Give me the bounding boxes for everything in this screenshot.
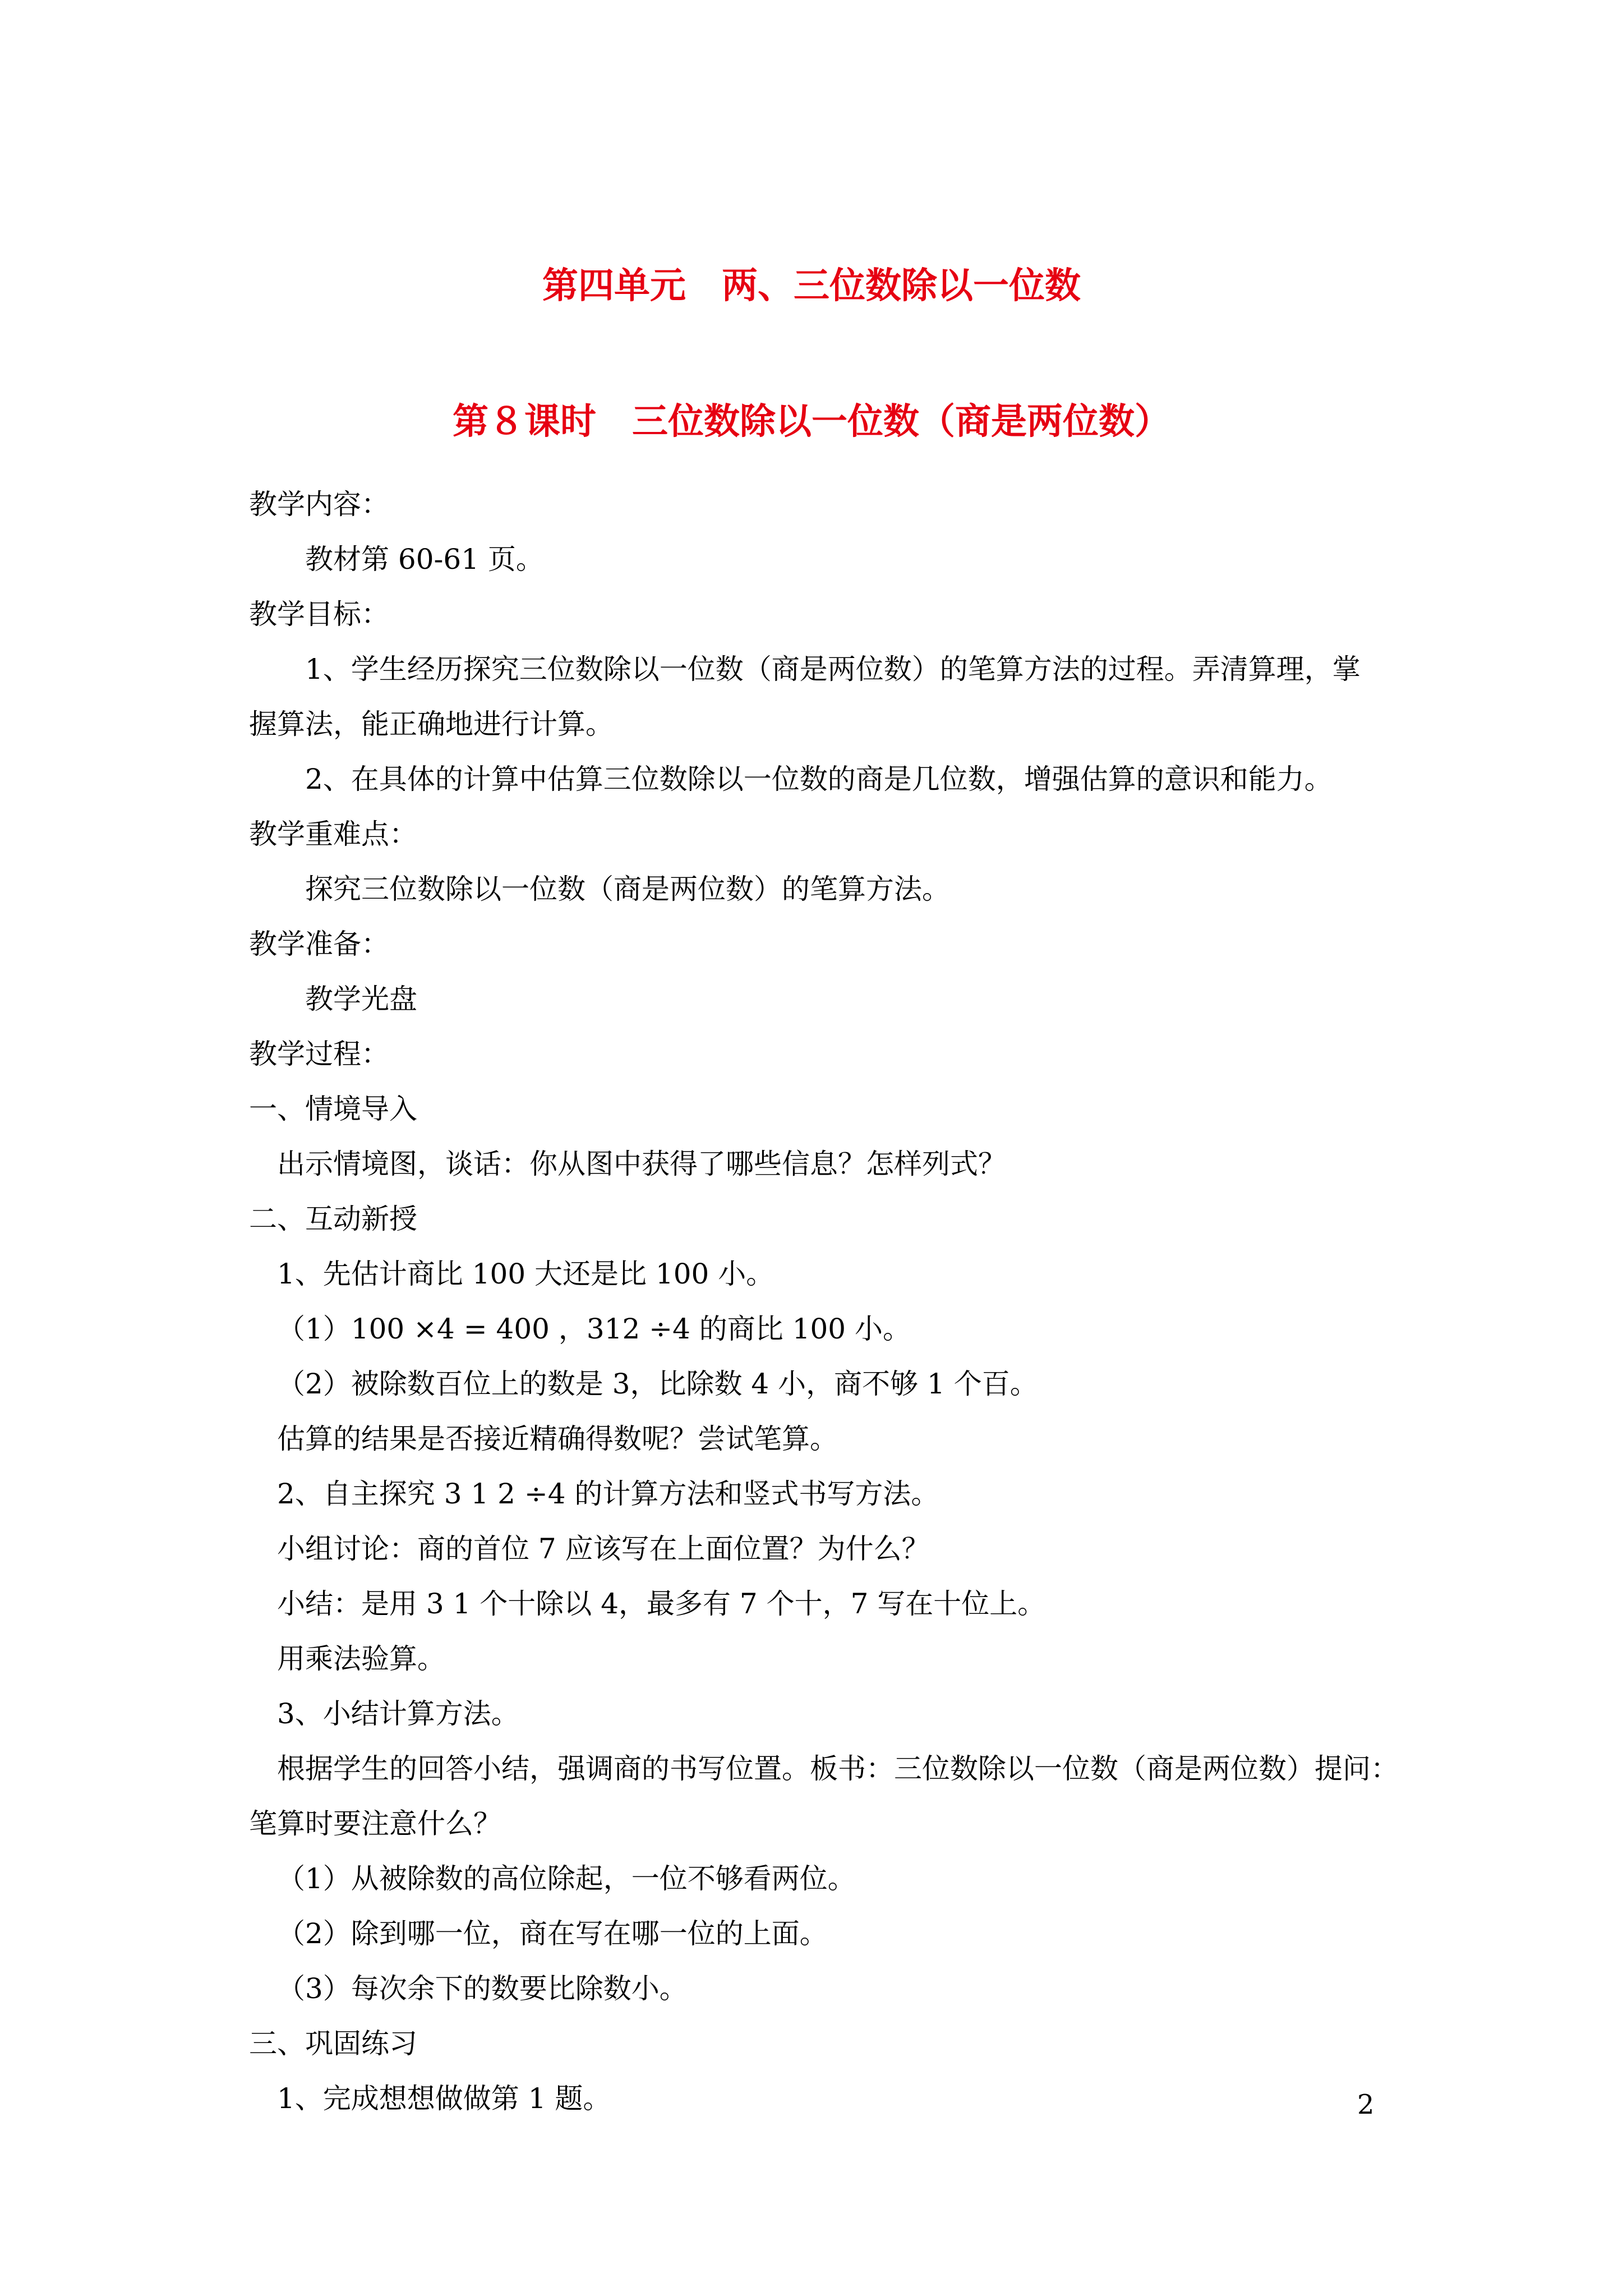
text-line: （3）每次余下的数要比除数小。 bbox=[277, 1972, 688, 2005]
text-line: 教学目标： bbox=[249, 598, 389, 631]
lesson-title: 第８课时 三位数除以一位数（商是两位数） bbox=[453, 401, 1170, 443]
text-line: 3、小结计算方法。 bbox=[277, 1697, 519, 1730]
text-line: （2）被除数百位上的数是 3，比除数 4 小，商不够 1 个百。 bbox=[277, 1368, 1038, 1400]
text-line: 2、在具体的计算中估算三位数除以一位数的商是几位数，增强估算的意识和能力。 bbox=[305, 763, 1332, 795]
text-line: 一、情境导入 bbox=[249, 1093, 417, 1125]
text-line: 1、学生经历探究三位数除以一位数（商是两位数）的笔算方法的过程。弄清算理，掌 bbox=[305, 653, 1361, 685]
text-line: 握算法，能正确地进行计算。 bbox=[249, 708, 614, 740]
text-line: 教材第 60-61 页。 bbox=[305, 543, 544, 576]
text-line: 教学重难点： bbox=[249, 818, 417, 850]
unit-title: 第四单元 两、三位数除以一位数 bbox=[542, 265, 1081, 307]
text-line: 1、完成想想做做第 1 题。 bbox=[277, 2082, 611, 2115]
text-line: 教学内容： bbox=[249, 488, 389, 521]
text-line: 估算的结果是否接近精确得数呢？尝试笔算。 bbox=[277, 1423, 838, 1455]
document-body bbox=[249, 477, 1399, 2126]
text-line: 小组讨论：商的首位 7 应该写在上面位置？为什么？ bbox=[277, 1533, 930, 1565]
text-line: 教学光盘 bbox=[305, 983, 417, 1015]
text-line: 探究三位数除以一位数（商是两位数）的笔算方法。 bbox=[305, 873, 950, 905]
text-line: 教学准备： bbox=[249, 928, 389, 960]
text-line: （1）100 ×4 = 400 ，312 ÷4 的商比 100 小。 bbox=[277, 1313, 911, 1345]
text-line: 1、先估计商比 100 大还是比 100 小。 bbox=[277, 1258, 774, 1290]
text-line: 二、互动新授 bbox=[249, 1203, 417, 1235]
text-line: 2、自主探究 3 1 2 ÷4 的计算方法和竖式书写方法。 bbox=[277, 1478, 939, 1510]
text-line: 用乘法验算。 bbox=[277, 1642, 445, 1675]
text-line: （1）从被除数的高位除起，一位不够看两位。 bbox=[277, 1862, 856, 1895]
text-line: 小结：是用 3 1 个十除以 4，最多有 7 个十，7 写在十位上。 bbox=[277, 1588, 1046, 1620]
text-line: 笔算时要注意什么？ bbox=[249, 1807, 501, 1840]
text-line: （2）除到哪一位，商在写在哪一位的上面。 bbox=[277, 1917, 828, 1950]
page-number: 2 bbox=[1357, 2089, 1375, 2120]
text-line: 根据学生的回答小结，强调商的书写位置。板书：三位数除以一位数（商是两位数）提问： bbox=[277, 1752, 1399, 1785]
text-line: 教学过程： bbox=[249, 1038, 389, 1070]
text-line: 三、巩固练习 bbox=[249, 2027, 417, 2060]
text-line: 出示情境图，谈话：你从图中获得了哪些信息？怎样列式？ bbox=[277, 1148, 1006, 1180]
